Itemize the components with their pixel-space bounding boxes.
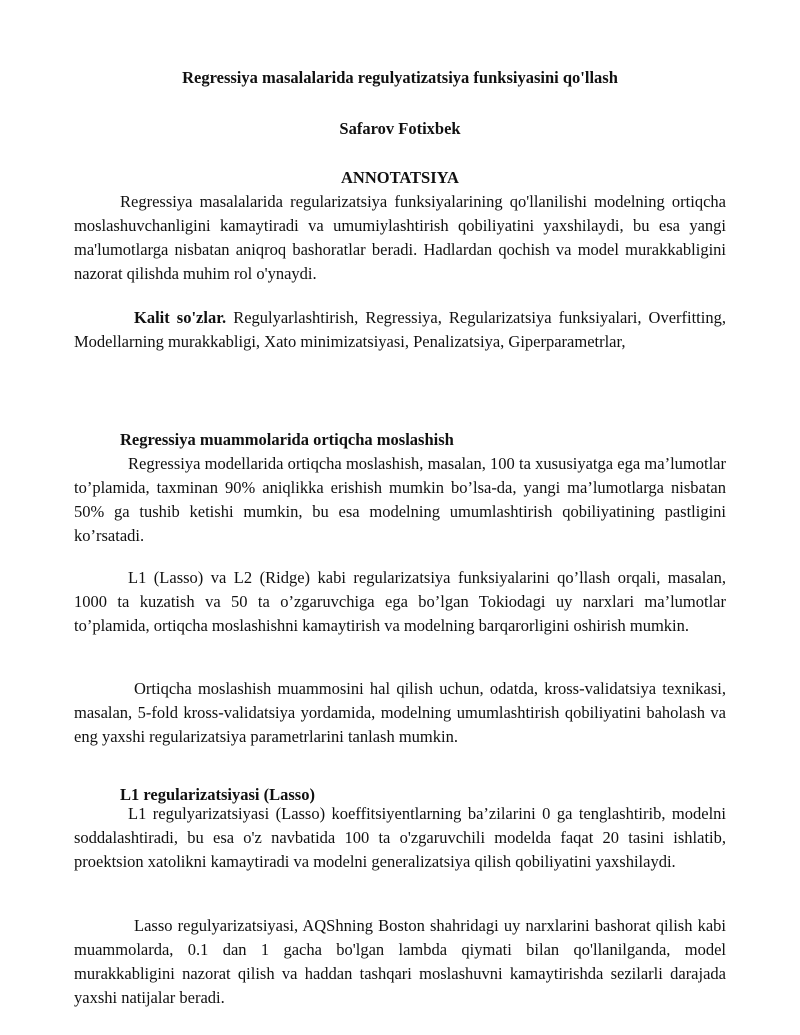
paragraph: Ortiqcha moslashish muammosini hal qilish uchun, odatda, kross-validatsiya texnikasi, masalan, 5-fold kross-validatsiya yordamida, modelning umumlashtirish qobiliyatini baholash va eng yaxshi regularizatsiya parametrlarini tanlash mumkin. bbox=[74, 679, 726, 746]
paragraph: Lasso regulyarizatsiyasi, AQShning Boston shahridagi uy narxlarini bashorat qilish kabi muammolarda, 0.1 dan 1 gacha bo'lgan lambda qiymati bilan qo'llanilganda, model murakkabligini nazorat qilish va haddan tashqari moslashuvni kamaytirishda sezilarli darajada yaxshi natijalar beradi. bbox=[74, 916, 726, 1007]
annotation-paragraph: Regressiya masalalarida regularizatsiya funksiyalarining qo'llanilishi modelning ortiqcha moslashuvchanligini kamaytiradi va umumiylashtirish qobiliyatini yaxshilaydi, bu esa yangi ma'lumotlarga nisbatan aniqroq bashoratlar beradi. Hadlardan qochish va model murakkabligini nazorat qilishda muhim rol o'ynaydi. bbox=[74, 192, 726, 283]
keywords-paragraph bbox=[74, 306, 726, 354]
paragraph: Regressiya modellarida ortiqcha moslashish, masalan, 100 ta xususiyatga ega ma’lumotlar to’plamida, taxminan 90% aniqlikka erishish mumkin bo’lsa-da, yangi ma’lumotlarga nisbatan 50% ga tushib ketishi mumkin, bu esa modelning umumlashtirish qobiliyatining pastligini ko’rsatadi. bbox=[74, 454, 726, 545]
keywords-list: Regulyarlashtirish, Regressiya, Regularizatsiya funksiyalari, Overfitting, Modellarning murakkabligi, Xato minimizatsiyasi, Penalizatsiya, Giperparametrlar, bbox=[74, 308, 726, 351]
section-heading-overfitting: Regressiya muammolarida ortiqcha moslashish bbox=[120, 430, 454, 449]
paragraph: L1 (Lasso) va L2 (Ridge) kabi regularizatsiya funksiyalarini qo’llash orqali, masalan, 1000 ta kuzatish va 50 ta o’zgaruvchiga ega bo’lgan Tokiodagi uy narxlari ma’lumotlar to’plamida, ortiqcha moslashishni kamaytirish va modelning barqarorligini oshirish mumkin. bbox=[74, 568, 726, 635]
document-title: Regressiya masalalarida regulyatizatsiya funksiyasini qo'llash bbox=[182, 68, 618, 87]
paragraph: L1 regulyarizatsiyasi (Lasso) koeffitsiyentlarning ba’zilarini 0 ga tenglashtirib, modelni soddalashtiradi, bu esa o'z navbatida 100 ta o'zgaruvchili modelda faqat 20 tasini ishlatib, proektsion xatolikni kamaytiradi va modelni generalizatsiya qilish qobiliyatini yaxshilaydi. bbox=[74, 804, 726, 871]
author-name: Safarov Fotixbek bbox=[339, 119, 461, 138]
section-heading-lasso: L1 regularizatsiyasi (Lasso) bbox=[120, 785, 315, 804]
annotation-heading: ANNOTATSIYA bbox=[341, 168, 459, 187]
keywords-label: Kalit so'zlar. bbox=[134, 308, 227, 327]
